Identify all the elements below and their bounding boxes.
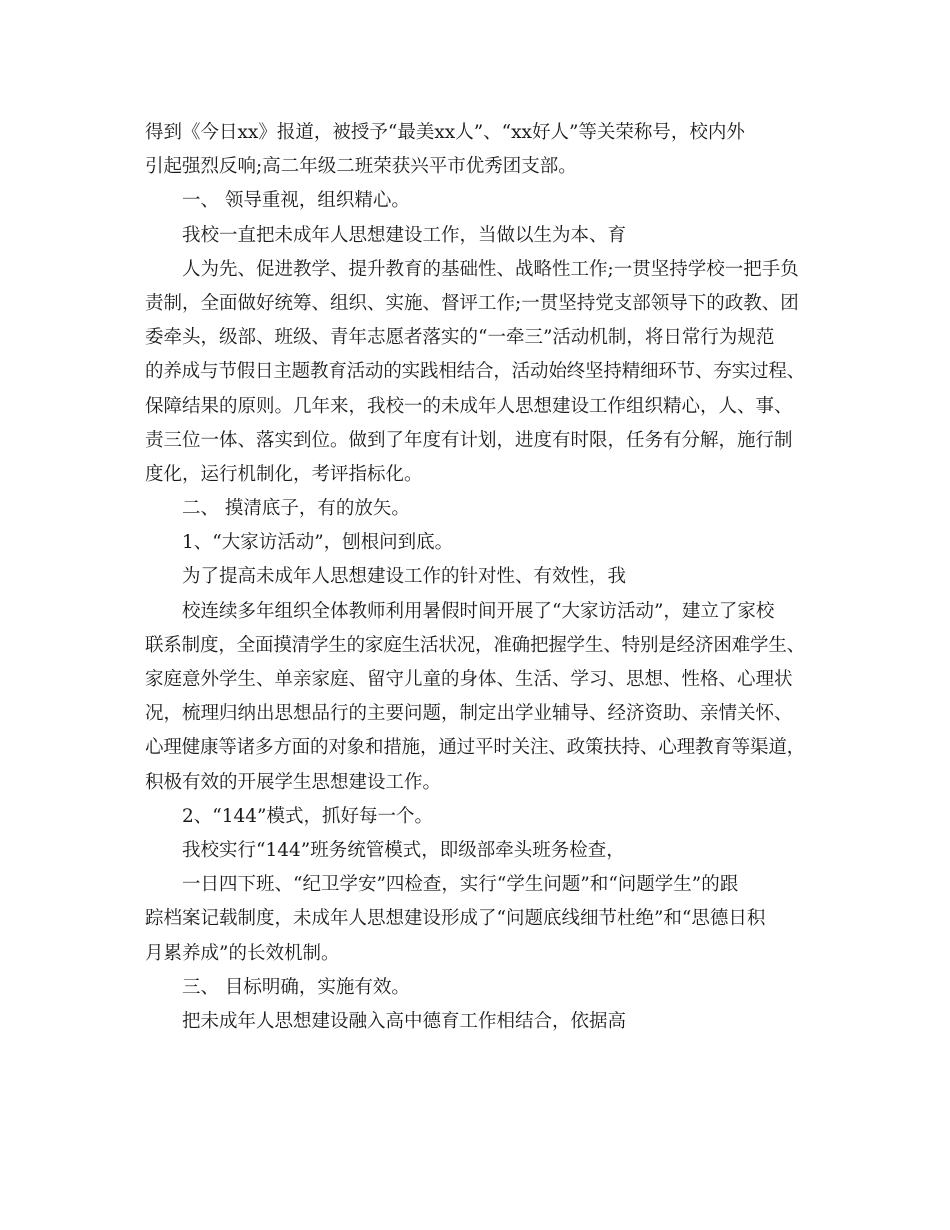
text-line: 引起强烈反响;高二年级二班荣获兴平市优秀团支部。 <box>145 156 577 178</box>
text-line: 度化，运行机制化，考评指标化。 <box>145 463 423 485</box>
text-line: 委牵头，级部、班级、青年志愿者落实的“一牵三”活动机制，将日常行为规范 <box>145 327 775 349</box>
text-line: 我校实行“144”班务统管模式，即级部牵头班务检查， <box>182 839 625 861</box>
text-line: 积极有效的开展学生思想建设工作。 <box>145 771 442 793</box>
subsection-heading-1: 1、“大家访活动”，刨根问到底。 <box>182 532 454 554</box>
text-line: 一日四下班、“纪卫学安”四检查，实行“学生问题”和“问题学生”的跟 <box>182 874 739 896</box>
text-line: 责三位一体、落实到位。做到了年度有计划，进度有时限，任务有分解，施行制 <box>145 429 793 451</box>
section-heading-3: 三、 目标明确，实施有效。 <box>182 976 410 998</box>
text-line: 责制，全面做好统筹、组织、实施、督评工作;一贯坚持党支部领导下的政教、团 <box>145 292 799 314</box>
text-line: 家庭意外学生、单亲家庭、留守儿童的身体、生活、学习、思想、性格、心理状 <box>145 669 793 690</box>
text-line: 把未成年人思想建设融入高中德育工作相结合，依据高 <box>182 1010 627 1032</box>
text-line: 心理健康等诸多方面的对象和措施，通过平时关注、政策扶持、心理教育等渠道， <box>145 737 806 759</box>
text-line: 况，梳理归纳出思想品行的主要问题，制定出学业辅导、经济资助、亲情关怀、 <box>145 703 793 725</box>
text-line: 得到《今日xx》报道，被授予“最美xx人”、“xx好人”等关荣称号，校内外 <box>145 122 745 143</box>
text-line: 联系制度，全面摸清学生的家庭生活状况，准确把握学生、特别是经济困难学生、 <box>145 634 806 656</box>
text-line: 人为先、促进教学、提升教育的基础性、战略性工作;一贯坚持学校一把手负 <box>182 258 799 280</box>
text-line: 校连续多年组织全体教师利用暑假时间开展了“大家访活动”，建立了家校 <box>182 600 775 622</box>
section-heading-1: 一、 领导重视，组织精心。 <box>182 190 410 212</box>
text-line: 保障结果的原则。几年来，我校一的未成年人思想建设工作组织精心，人、事、 <box>145 395 793 417</box>
section-heading-2: 二、 摸清底子，有的放矢。 <box>182 498 410 520</box>
text-line: 的养成与节假日主题教育活动的实践相结合，活动始终坚持精细环节、夯实过程、 <box>145 361 806 383</box>
text-line: 月累养成”的长效机制。 <box>145 942 340 964</box>
text-line: 我校一直把未成年人思想建设工作，当做以生为本、育 <box>182 224 627 246</box>
text-line: 踪档案记载制度，未成年人思想建设形成了“问题底线细节杜绝”和“思德日积 <box>145 908 766 930</box>
document-body <box>145 116 805 1039</box>
text-line: 为了提高未成年人思想建设工作的针对性、有效性，我 <box>182 566 627 588</box>
subsection-heading-2: 2、“144”模式，抓好每一个。 <box>182 805 433 827</box>
